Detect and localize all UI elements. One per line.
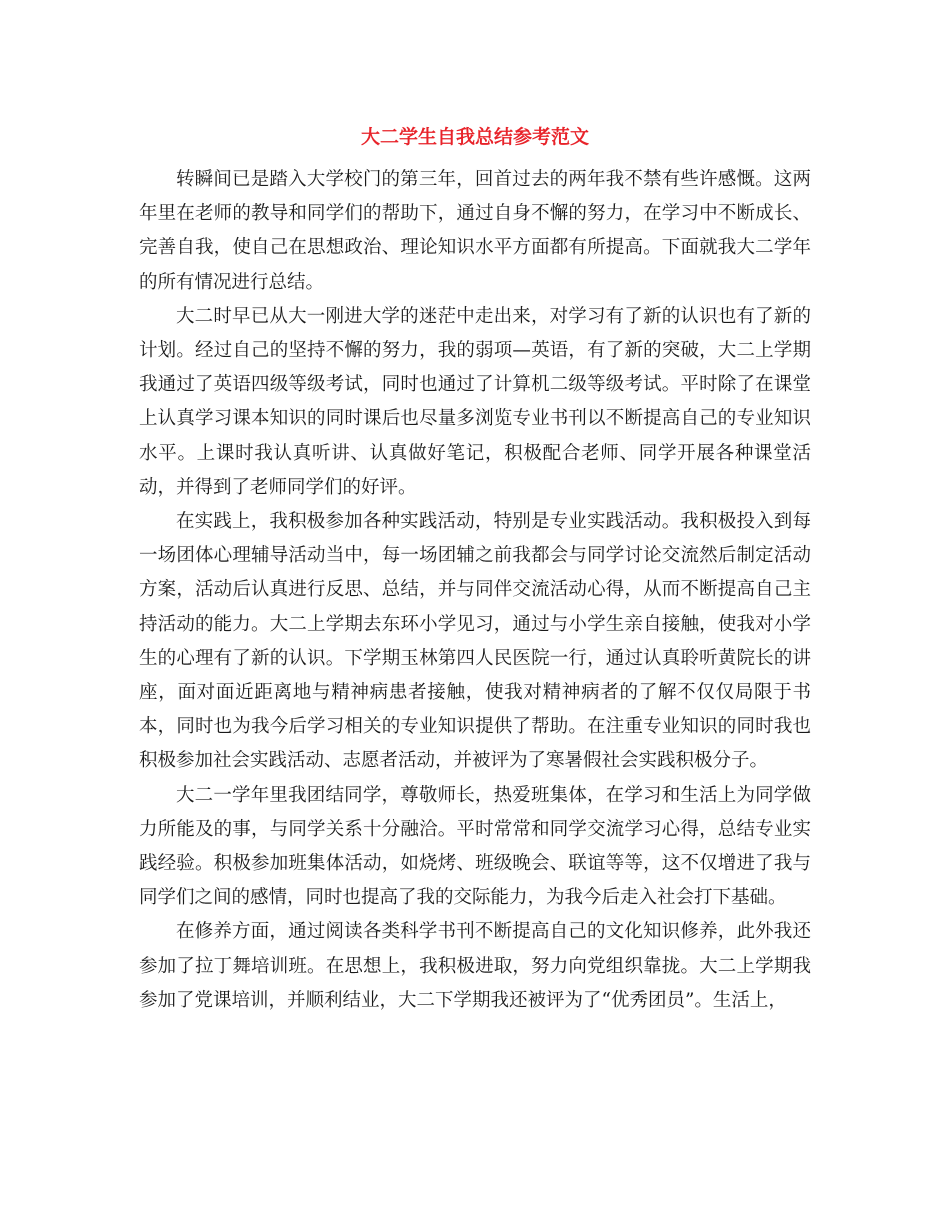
paragraph-4: 大二一学年里我团结同学，尊敬师长，热爱班集体，在学习和生活上为同学做力所能及的事，与同学关系十分融洽。平时常常和同学交流学习心得，总结专业实践经验。积极参加班集体活动，如烧烤、班级晚会、联谊等等，这不仅增进了我与同学们之间的感情，同时也提高了我的交际能力，为我今后走入社会打下基础。 [139,784,811,909]
paragraph-3: 在实践上，我积极参加各种实践活动，特别是专业实践活动。我积极投入到每一场团体心理辅导活动当中，每一场团辅之前我都会与同学讨论交流然后制定活动方案，活动后认真进行反思、总结，并与同伴交流活动心得，从而不断提高自己主持活动的能力。大二上学期去东环小学见习，通过与小学生亲自接触，使我对小学生的心理有了新的认识。下学期玉林第四人民医院一行，通过认真聆听黄院长的讲座，面对面近距离地与精神病患者接触，使我对精神病者的了解不仅仅局限于书本，同时也为我今后学习相关的专业知识提供了帮助。在注重专业知识的同时我也积极参加社会实践活动、志愿者活动，并被评为了寒暑假社会实践积极分子。 [139,511,811,772]
document-title: 大二学生自我总结参考范文 [360,126,589,148]
paragraph-1: 转瞬间已是踏入大学校门的第三年，回首过去的两年我不禁有些许感慨。这两年里在老师的教导和同学们的帮助下，通过自身不懈的努力，在学习中不断成长、完善自我，使自己在思想政治、理论知识水平方面都有所提高。下面就我大二学年的所有情况进行总结。 [139,169,811,293]
paragraph-5: 在修养方面，通过阅读各类科学书刊不断提高自己的文化知识修养，此外我还参加了拉丁舞培训班。在思想上，我积极进取，努力向党组织靠拢。大二上学期我参加了党课培训，并顺利结业，大二下学期我还被评为了“优秀团员”。生活上， [139,921,811,1011]
document-body [139,163,811,1018]
paragraph-2: 大二时早已从大一刚进大学的迷茫中走出来，对学习有了新的认识也有了新的计划。经过自己的坚持不懈的努力，我的弱项—英语，有了新的突破，大二上学期我通过了英语四级等级考试，同时也通过了计算机二级等级考试。平时除了在课堂上认真学习课本知识的同时课后也尽量多浏览专业书刊以不断提高自己的专业知识水平。上课时我认真听讲、认真做好笔记，积极配合老师、同学开展各种课堂活动，并得到了老师同学们的好评。 [139,305,811,498]
